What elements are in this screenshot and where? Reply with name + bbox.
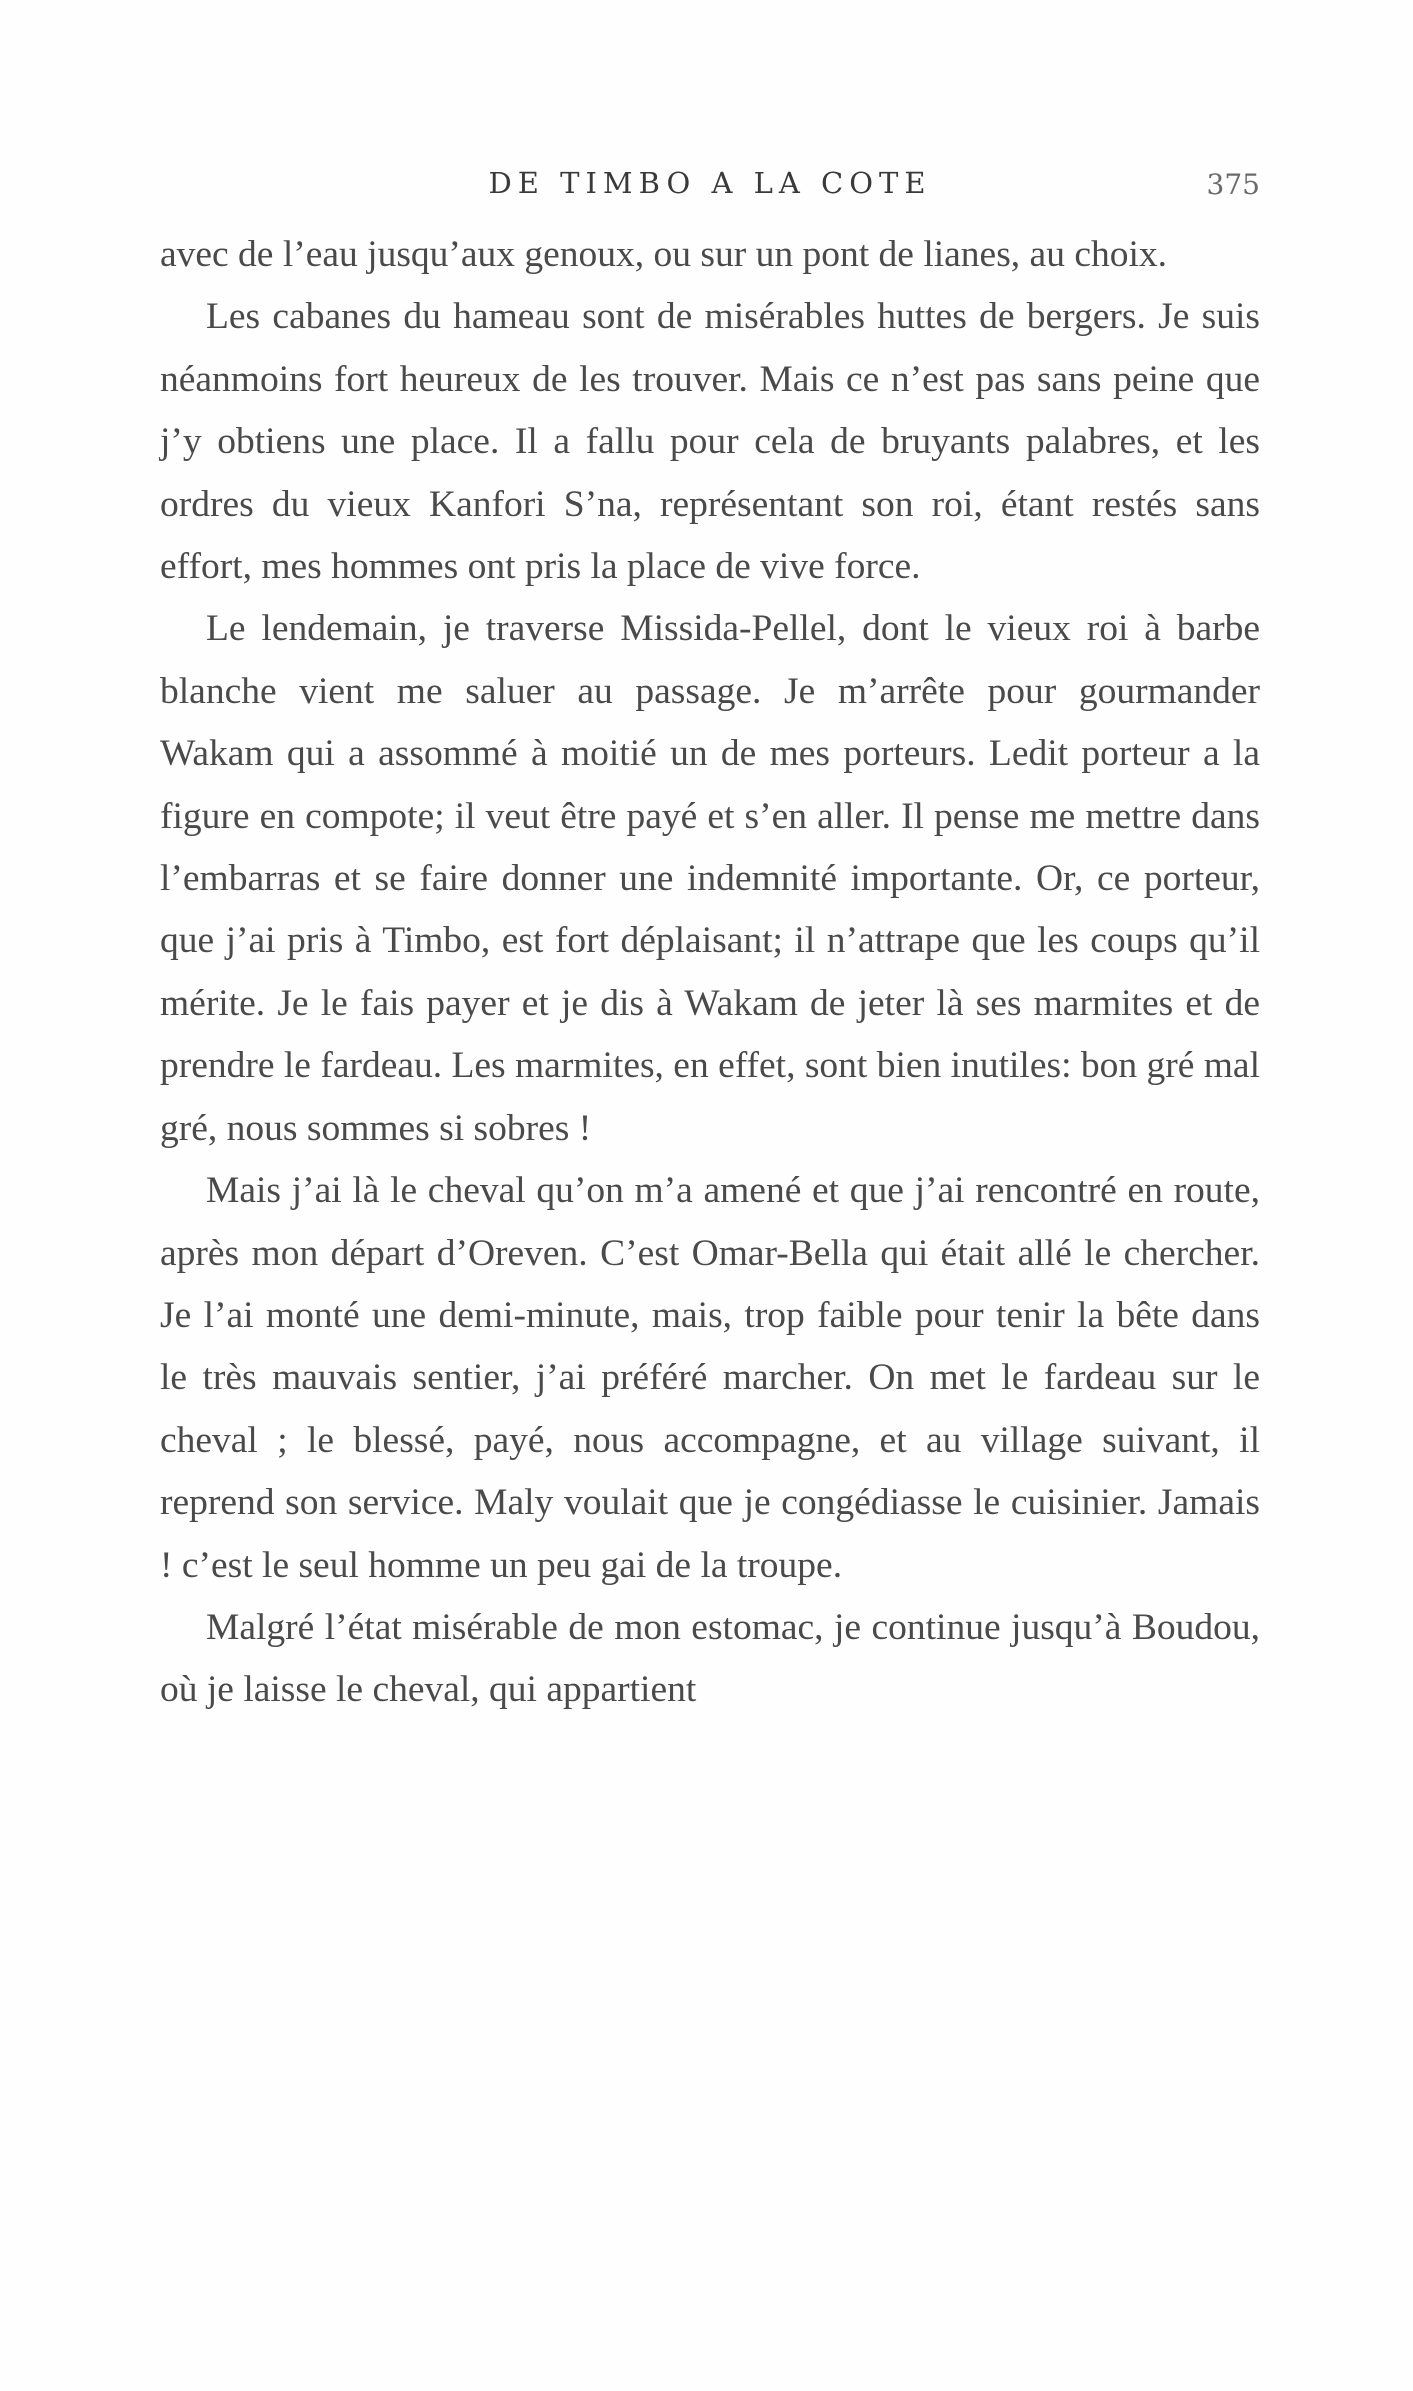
paragraph-cheval: Mais j’ai là le cheval qu’on m’a amené et que j’ai rencontré en route, après mon départ d’Oreven. C’est Omar-Bella qui était allé le chercher. Je l’ai monté une demi-minute, mais, trop faible pour tenir la bête dans le très mauvais sentier, j’ai préféré marcher. On met le fardeau sur le cheval ; le blessé, payé, nous accompagne, et au village suivant, il reprend son service. Maly voulait que je congédiasse le cuisinier. Jamais ! c’est le seul homme un peu gai de la troupe. <box>160 1170 1260 1586</box>
paragraph-continued: avec de l’eau jusqu’aux genoux, ou sur un pont de lianes, au choix. <box>160 234 1168 275</box>
body-text <box>160 224 1260 1722</box>
page-number: 375 <box>1206 168 1260 201</box>
page-header <box>160 166 1260 210</box>
paragraph-malgre: Malgré l’état misérable de mon estomac, je continue jusqu’à Boudou, où je laisse le cheval, qui appartient <box>160 1606 1260 1711</box>
paragraph-cabanes: Les cabanes du hameau sont de misérables huttes de bergers. Je suis néanmoins fort heureux de les trouver. Mais ce n’est pas sans peine que j’y obtiens une place. Il a fallu pour cela de bruyants palabres, et les ordres du vieux Kanfori S’na, représentant son roi, étant restés sans effort, mes hommes ont pris la place de vive force. <box>160 296 1260 588</box>
paragraph-lendemain: Le lendemain, je traverse Missida-Pellel, dont le vieux roi à barbe blanche vient me saluer au passage. Je m’arrête pour gourmander Wakam qui a assommé à moitié un de mes porteurs. Ledit porteur a la figure en compote; il veut être payé et s’en aller. Il pense me mettre dans l’embarras et se faire donner une indemnité importante. Or, ce porteur, que j’ai pris à Timbo, est fort déplaisant; il n’attrape que les coups qu’il mérite. Je le fais payer et je dis à Wakam de jeter là ses marmites et de prendre le fardeau. Les marmites, en effet, sont bien inutiles: bon gré mal gré, nous sommes si sobres ! <box>160 608 1260 1149</box>
running-title: DE TIMBO A LA COTE <box>488 166 932 200</box>
